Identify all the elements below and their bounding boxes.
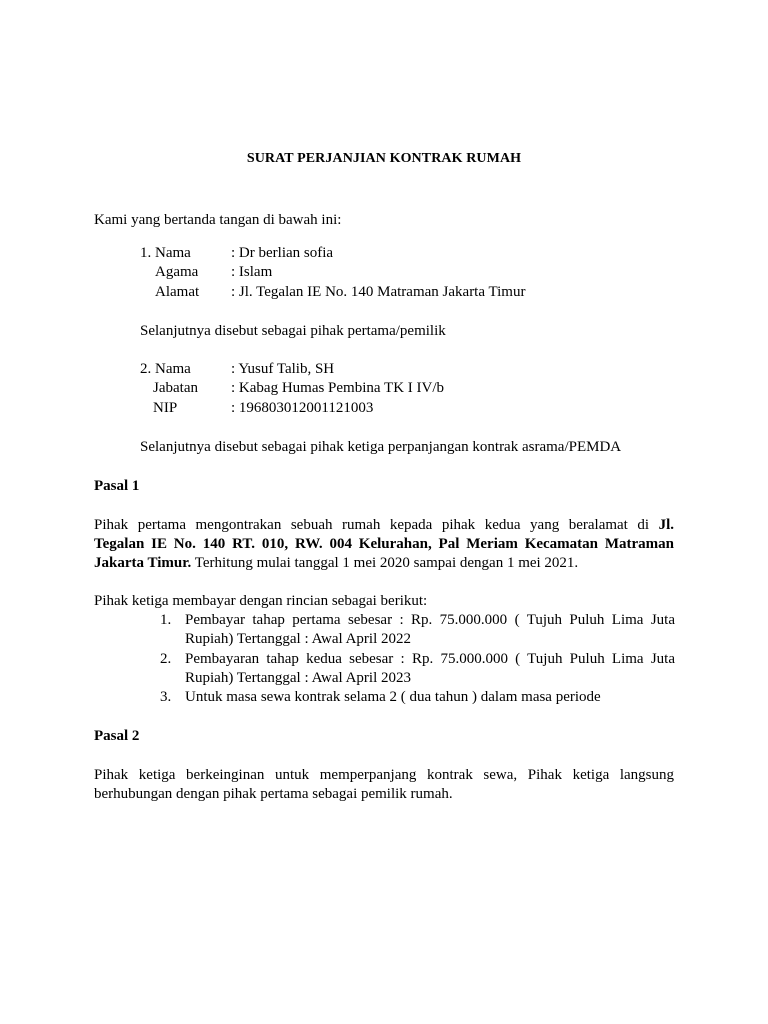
pasal2-line-1: Pihak ketiga berkeinginan untuk memperpanjang kontrak sewa, Pihak ketiga langsung: [94, 767, 674, 783]
payment-intro: Pihak ketiga membayar dengan rincian sebagai berikut:: [94, 593, 428, 609]
intro-text: Kami yang bertanda tangan di bawah ini:: [94, 212, 342, 228]
payment-item-line1: Untuk masa sewa kontrak selama 2 ( dua tahun ) dalam masa periode: [185, 689, 601, 705]
pasal2-paragraph: [94, 766, 674, 804]
party1-alamat-label: Alamat: [155, 284, 200, 300]
payment-item-number: 2.: [160, 651, 172, 667]
payment-item-number: 3.: [160, 689, 172, 705]
pasal1-heading: Pasal 1: [94, 478, 140, 494]
party2-jabatan-label: Jabatan: [153, 380, 198, 396]
party2-note-text: Selanjutnya disebut sebagai pihak ketiga perpanjangan kontrak asrama/PEMDA: [140, 439, 622, 455]
pasal1-line3-bold: Jakarta Timur.: [94, 555, 192, 571]
party1-nama-value: : Dr berlian sofia: [231, 245, 334, 261]
payment-item-text: [185, 688, 675, 707]
party2-nip-label: NIP: [153, 400, 178, 416]
party2-nama-label: 2. Nama: [140, 361, 191, 377]
pasal1-line-3: [94, 554, 674, 573]
party1-alamat-value: : Jl. Tegalan IE No. 140 Matraman Jakarta Timur: [231, 284, 526, 300]
payment-item-line2: Rupiah) Tertanggal : Awal April 2022: [185, 631, 412, 647]
pasal1-line1-bold: Jl.: [658, 517, 674, 533]
payment-item-line1: Pembayar tahap pertama sebesar : Rp. 75.000.000 ( Tujuh Puluh Lima Juta: [185, 612, 675, 628]
pasal1-line1-normal: Pihak pertama mengontrakan sebuah rumah kepada pihak kedua yang beralamat di: [94, 517, 650, 533]
payment-item-text: [185, 611, 675, 649]
pasal1-line-2: Tegalan IE No. 140 RT. 010, RW. 004 Kelurahan, Pal Meriam Kecamatan Matraman: [94, 536, 674, 552]
party1-agama-label: Agama: [155, 264, 199, 280]
party1-note-text: Selanjutnya disebut sebagai pihak pertama/pemilik: [140, 323, 446, 339]
pasal1-line-1: [94, 516, 674, 535]
pasal2-line-2: berhubungan dengan pihak pertama sebagai pemilik rumah.: [94, 786, 453, 802]
payment-item-line1: Pembayaran tahap kedua sebesar : Rp. 75.000.000 ( Tujuh Puluh Lima Juta: [185, 651, 675, 667]
payment-item-text: [185, 650, 675, 688]
party1-nama-label: 1. Nama: [140, 245, 191, 261]
party2-jabatan-value: : Kabag Humas Pembina TK I IV/b: [231, 380, 445, 396]
party2-nama-value: : Yusuf Talib, SH: [231, 361, 335, 377]
pasal1-paragraph: [94, 516, 674, 573]
document-title: SURAT PERJANJIAN KONTRAK RUMAH: [246, 151, 522, 166]
party1-agama-value: : Islam: [231, 264, 273, 280]
pasal2-heading: Pasal 2: [94, 728, 140, 744]
party2-nip-value: : 196803012001121003: [231, 400, 374, 416]
pasal1-line3-normal: Terhitung mulai tanggal 1 mei 2020 sampai dengan 1 mei 2021.: [194, 555, 579, 571]
payment-item-number: 1.: [160, 612, 172, 628]
payment-item-line2: Rupiah) Tertanggal : Awal April 2023: [185, 670, 412, 686]
